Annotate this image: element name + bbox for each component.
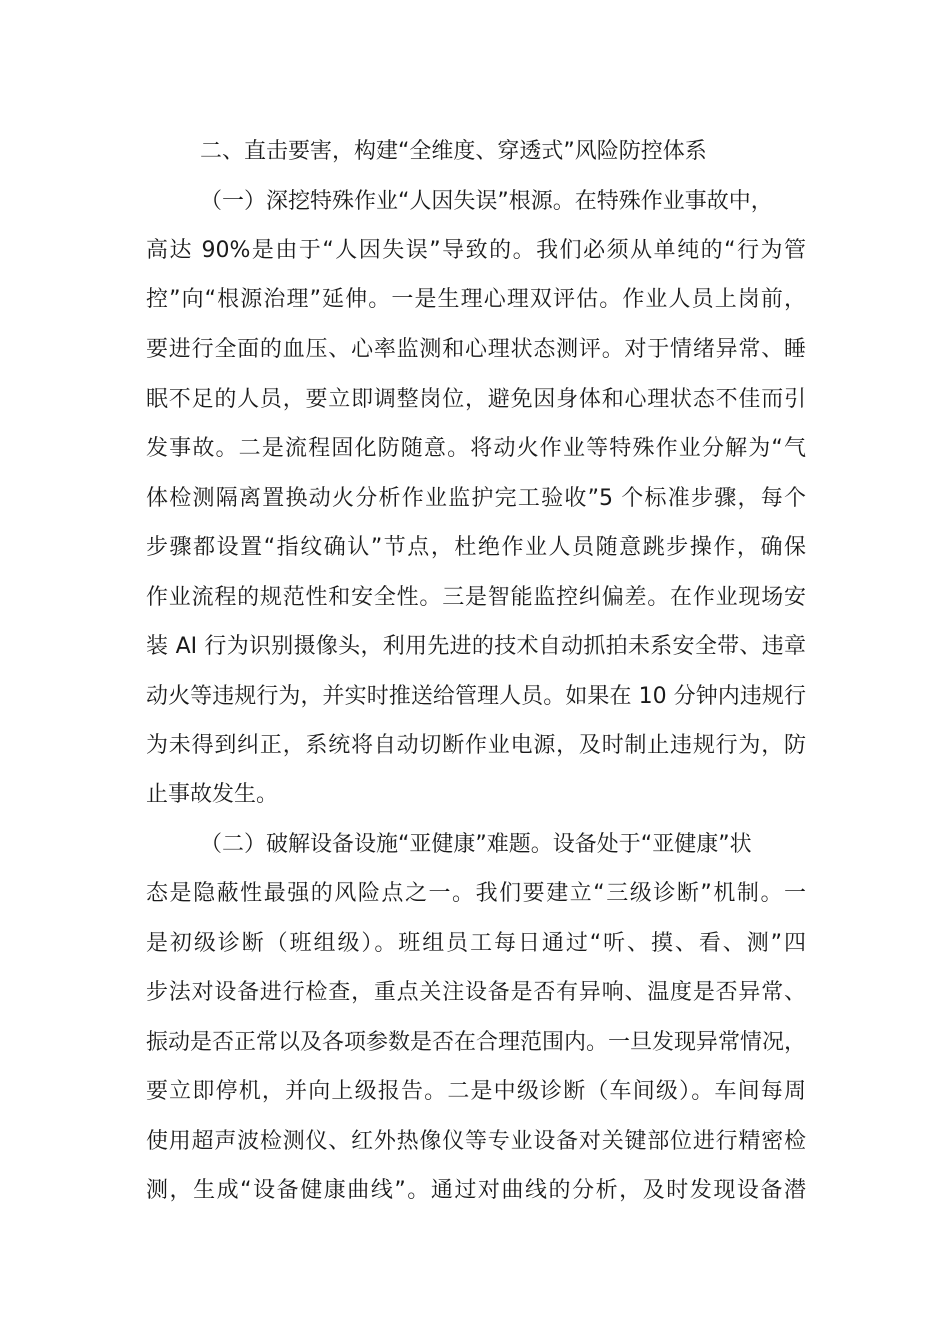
paragraph-line: 作业流程的规范性和安全性。三是智能监控纠偏差。在作业现场安 [146, 585, 806, 610]
paragraph-line: 步骤都设置“指纹确认”节点，杜绝作业人员随意跳步操作，确保 [146, 535, 806, 560]
paragraph-line: 高达 90%是由于“人因失误”导致的。我们必须从单纯的“行为管 [146, 238, 806, 263]
paragraph-line: 装 AI 行为识别摄像头，利用先进的技术自动抓拍未系安全带、违章 [146, 634, 806, 659]
paragraph-line: 态是隐蔽性最强的风险点之一。我们要建立“三级诊断”机制。一 [146, 881, 806, 906]
paragraph-line: 控”向“根源治理”延伸。一是生理心理双评估。作业人员上岗前， [146, 287, 806, 312]
paragraph-line: 发事故。二是流程固化防随意。将动火作业等特殊作业分解为“气 [146, 436, 806, 461]
paragraph-line: 动火等违规行为，并实时推送给管理人员。如果在 10 分钟内违规行 [146, 684, 806, 709]
paragraph-line: 要进行全面的血压、心率监测和心理状态测评。对于情绪异常、睡 [146, 337, 806, 362]
paragraph-line: 是初级诊断（班组级）。班组员工每日通过“听、摸、看、测”四 [146, 931, 806, 956]
paragraph-line: 使用超声波检测仪、红外热像仪等专业设备对关键部位进行精密检 [146, 1129, 806, 1154]
paragraph-line: 振动是否正常以及各项参数是否在合理范围内。一旦发现异常情况， [146, 1030, 807, 1055]
paragraph-line: 步法对设备进行检查，重点关注设备是否有异响、温度是否异常、 [146, 980, 806, 1005]
paragraph-line: 测，生成“设备健康曲线”。通过对曲线的分析，及时发现设备潜 [146, 1178, 806, 1203]
paragraph-line: 为未得到纠正，系统将自动切断作业电源，及时制止违规行为，防 [146, 733, 806, 758]
paragraph-line: （一）深挖特殊作业“人因失误”根源。在特殊作业事故中， [200, 189, 773, 214]
paragraph-line: （二）破解设备设施“亚健康”难题。设备处于“亚健康”状 [200, 832, 752, 857]
paragraph-line: 要立即停机，并向上级报告。二是中级诊断（车间级）。车间每周 [146, 1079, 806, 1104]
section-heading: 二、直击要害，构建“全维度、穿透式”风险防控体系 [200, 139, 707, 164]
paragraph-line: 止事故发生。 [146, 782, 279, 807]
paragraph-line: 眠不足的人员，要立即调整岗位，避免因身体和心理状态不佳而引 [146, 387, 806, 412]
paragraph-line: 体检测隔离置换动火分析作业监护完工验收”5 个标准步骤，每个 [146, 486, 806, 511]
